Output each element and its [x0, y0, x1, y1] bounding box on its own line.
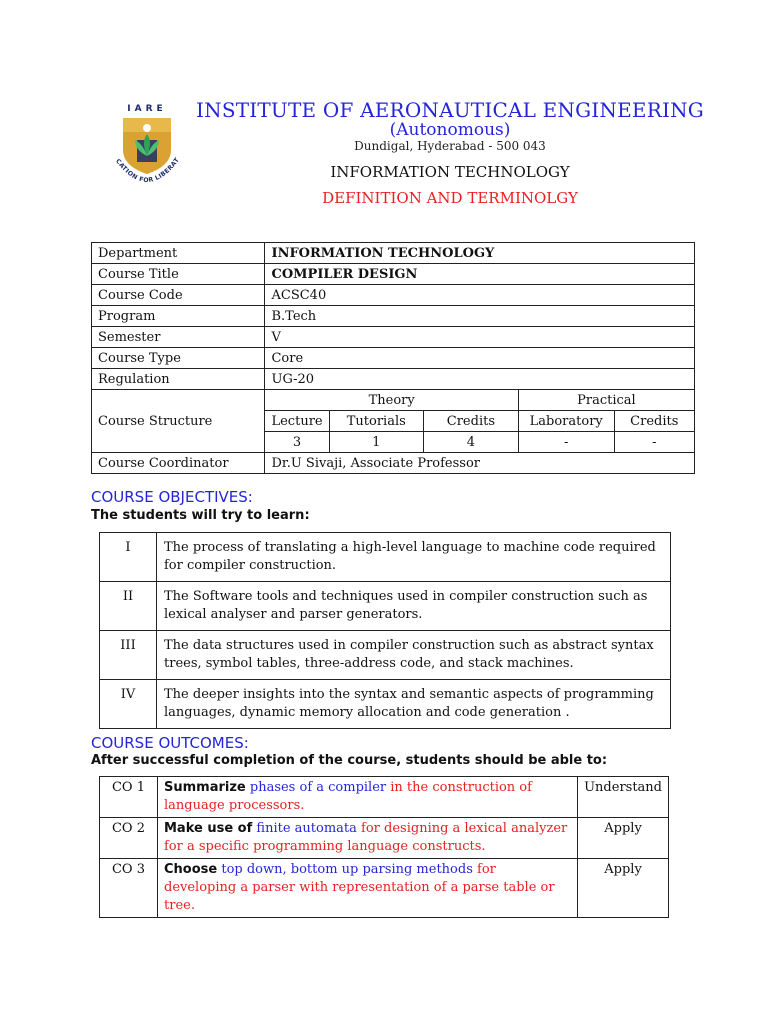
table-row	[100, 680, 671, 729]
objective-text: The data structures used in compiler construction such as abstract syntax trees, symbol tables, three-address code, and stack machines.	[157, 631, 671, 680]
coordinator-value: Dr.U Sivaji, Associate Professor	[265, 453, 695, 474]
semester-label: Semester	[92, 327, 265, 348]
practical-credits-value: -	[614, 432, 694, 453]
course-type-label: Course Type	[92, 348, 265, 369]
outcome-verb: Make use of	[164, 821, 253, 836]
table-row	[92, 327, 695, 348]
outcome-topic: top down, bottom up parsing methods	[221, 862, 473, 877]
program-label: Program	[92, 306, 265, 327]
course-structure-label: Course Structure	[92, 390, 265, 453]
outcome-number: CO 1	[100, 777, 158, 818]
coordinator-label: Course Coordinator	[92, 453, 265, 474]
outcomes-table	[99, 776, 669, 918]
objective-text: The deeper insights into the syntax and semantic aspects of programming languages, dynamic memory allocation and code generation .	[157, 680, 671, 729]
lecture-header: Lecture	[265, 411, 329, 432]
department-value: INFORMATION TECHNOLOGY	[265, 243, 695, 264]
outcome-text	[158, 818, 578, 859]
course-info-table	[91, 242, 695, 474]
autonomous-label: (Autonomous)	[389, 120, 511, 140]
outcome-number: CO 3	[100, 859, 158, 918]
lecture-value: 3	[265, 432, 329, 453]
outcome-topic: finite automata	[256, 821, 357, 836]
tutorials-value: 1	[329, 432, 423, 453]
course-code-label: Course Code	[92, 285, 265, 306]
credits-header: Credits	[423, 411, 518, 432]
table-row	[92, 453, 695, 474]
table-row	[92, 348, 695, 369]
credits-value: 4	[423, 432, 518, 453]
practical-header: Practical	[518, 390, 694, 411]
semester-value: V	[265, 327, 695, 348]
outcomes-title: COURSE OUTCOMES:	[91, 734, 249, 752]
objectives-title: COURSE OBJECTIVES:	[91, 488, 253, 506]
laboratory-header: Laboratory	[518, 411, 614, 432]
table-row	[92, 369, 695, 390]
laboratory-value: -	[518, 432, 614, 453]
objective-number: I	[100, 533, 157, 582]
table-row	[92, 285, 695, 306]
table-row	[100, 582, 671, 631]
table-row	[92, 243, 695, 264]
table-row	[100, 777, 669, 818]
objective-number: IV	[100, 680, 157, 729]
theory-header: Theory	[265, 390, 518, 411]
table-row	[92, 264, 695, 285]
program-value: B.Tech	[265, 306, 695, 327]
institute-name: INSTITUTE OF AERONAUTICAL ENGINEERING	[196, 98, 704, 122]
table-row	[92, 390, 695, 411]
table-row	[100, 631, 671, 680]
objective-number: II	[100, 582, 157, 631]
department-label: Department	[92, 243, 265, 264]
objectives-table	[99, 532, 671, 729]
table-row	[100, 533, 671, 582]
regulation-label: Regulation	[92, 369, 265, 390]
objective-number: III	[100, 631, 157, 680]
outcome-verb: Choose	[164, 862, 218, 877]
outcome-verb: Summarize	[164, 780, 246, 795]
outcome-rest: for developing a parser with representation of a parse table or tree.	[164, 862, 555, 913]
regulation-value: UG-20	[265, 369, 695, 390]
outcome-level: Apply	[578, 859, 669, 918]
department-heading: INFORMATION TECHNOLOGY	[330, 163, 570, 181]
tutorials-header: Tutorials	[329, 411, 423, 432]
table-row	[100, 859, 669, 918]
outcomes-subtitle: After successful completion of the course, students should be able to:	[91, 753, 608, 768]
outcome-level: Understand	[578, 777, 669, 818]
course-type-value: Core	[265, 348, 695, 369]
course-title-label: Course Title	[92, 264, 265, 285]
outcome-text	[158, 777, 578, 818]
course-code-value: ACSC40	[265, 285, 695, 306]
table-row	[92, 306, 695, 327]
logo-motto: CATION FOR LIBERAT	[114, 156, 181, 185]
outcome-level: Apply	[578, 818, 669, 859]
address: Dundigal, Hyderabad - 500 043	[354, 139, 546, 153]
logo-text: IARE	[127, 104, 167, 114]
course-title-value: COMPILER DESIGN	[265, 264, 695, 285]
outcome-rest: for designing a lexical analyzer for a specific programming language constructs.	[164, 821, 568, 854]
objectives-subtitle: The students will try to learn:	[91, 508, 310, 523]
outcome-number: CO 2	[100, 818, 158, 859]
objective-text: The process of translating a high-level language to machine code required for compiler construction.	[157, 533, 671, 582]
objective-text: The Software tools and techniques used in compiler construction such as lexical analyser and parser generators.	[157, 582, 671, 631]
table-row	[100, 818, 669, 859]
practical-credits-header: Credits	[614, 411, 694, 432]
outcome-rest: in the construction of language processors.	[164, 780, 532, 813]
outcome-topic: phases of a compiler	[249, 780, 387, 795]
document-title: DEFINITION AND TERMINOLGY	[322, 189, 578, 207]
outcome-text	[158, 859, 578, 918]
